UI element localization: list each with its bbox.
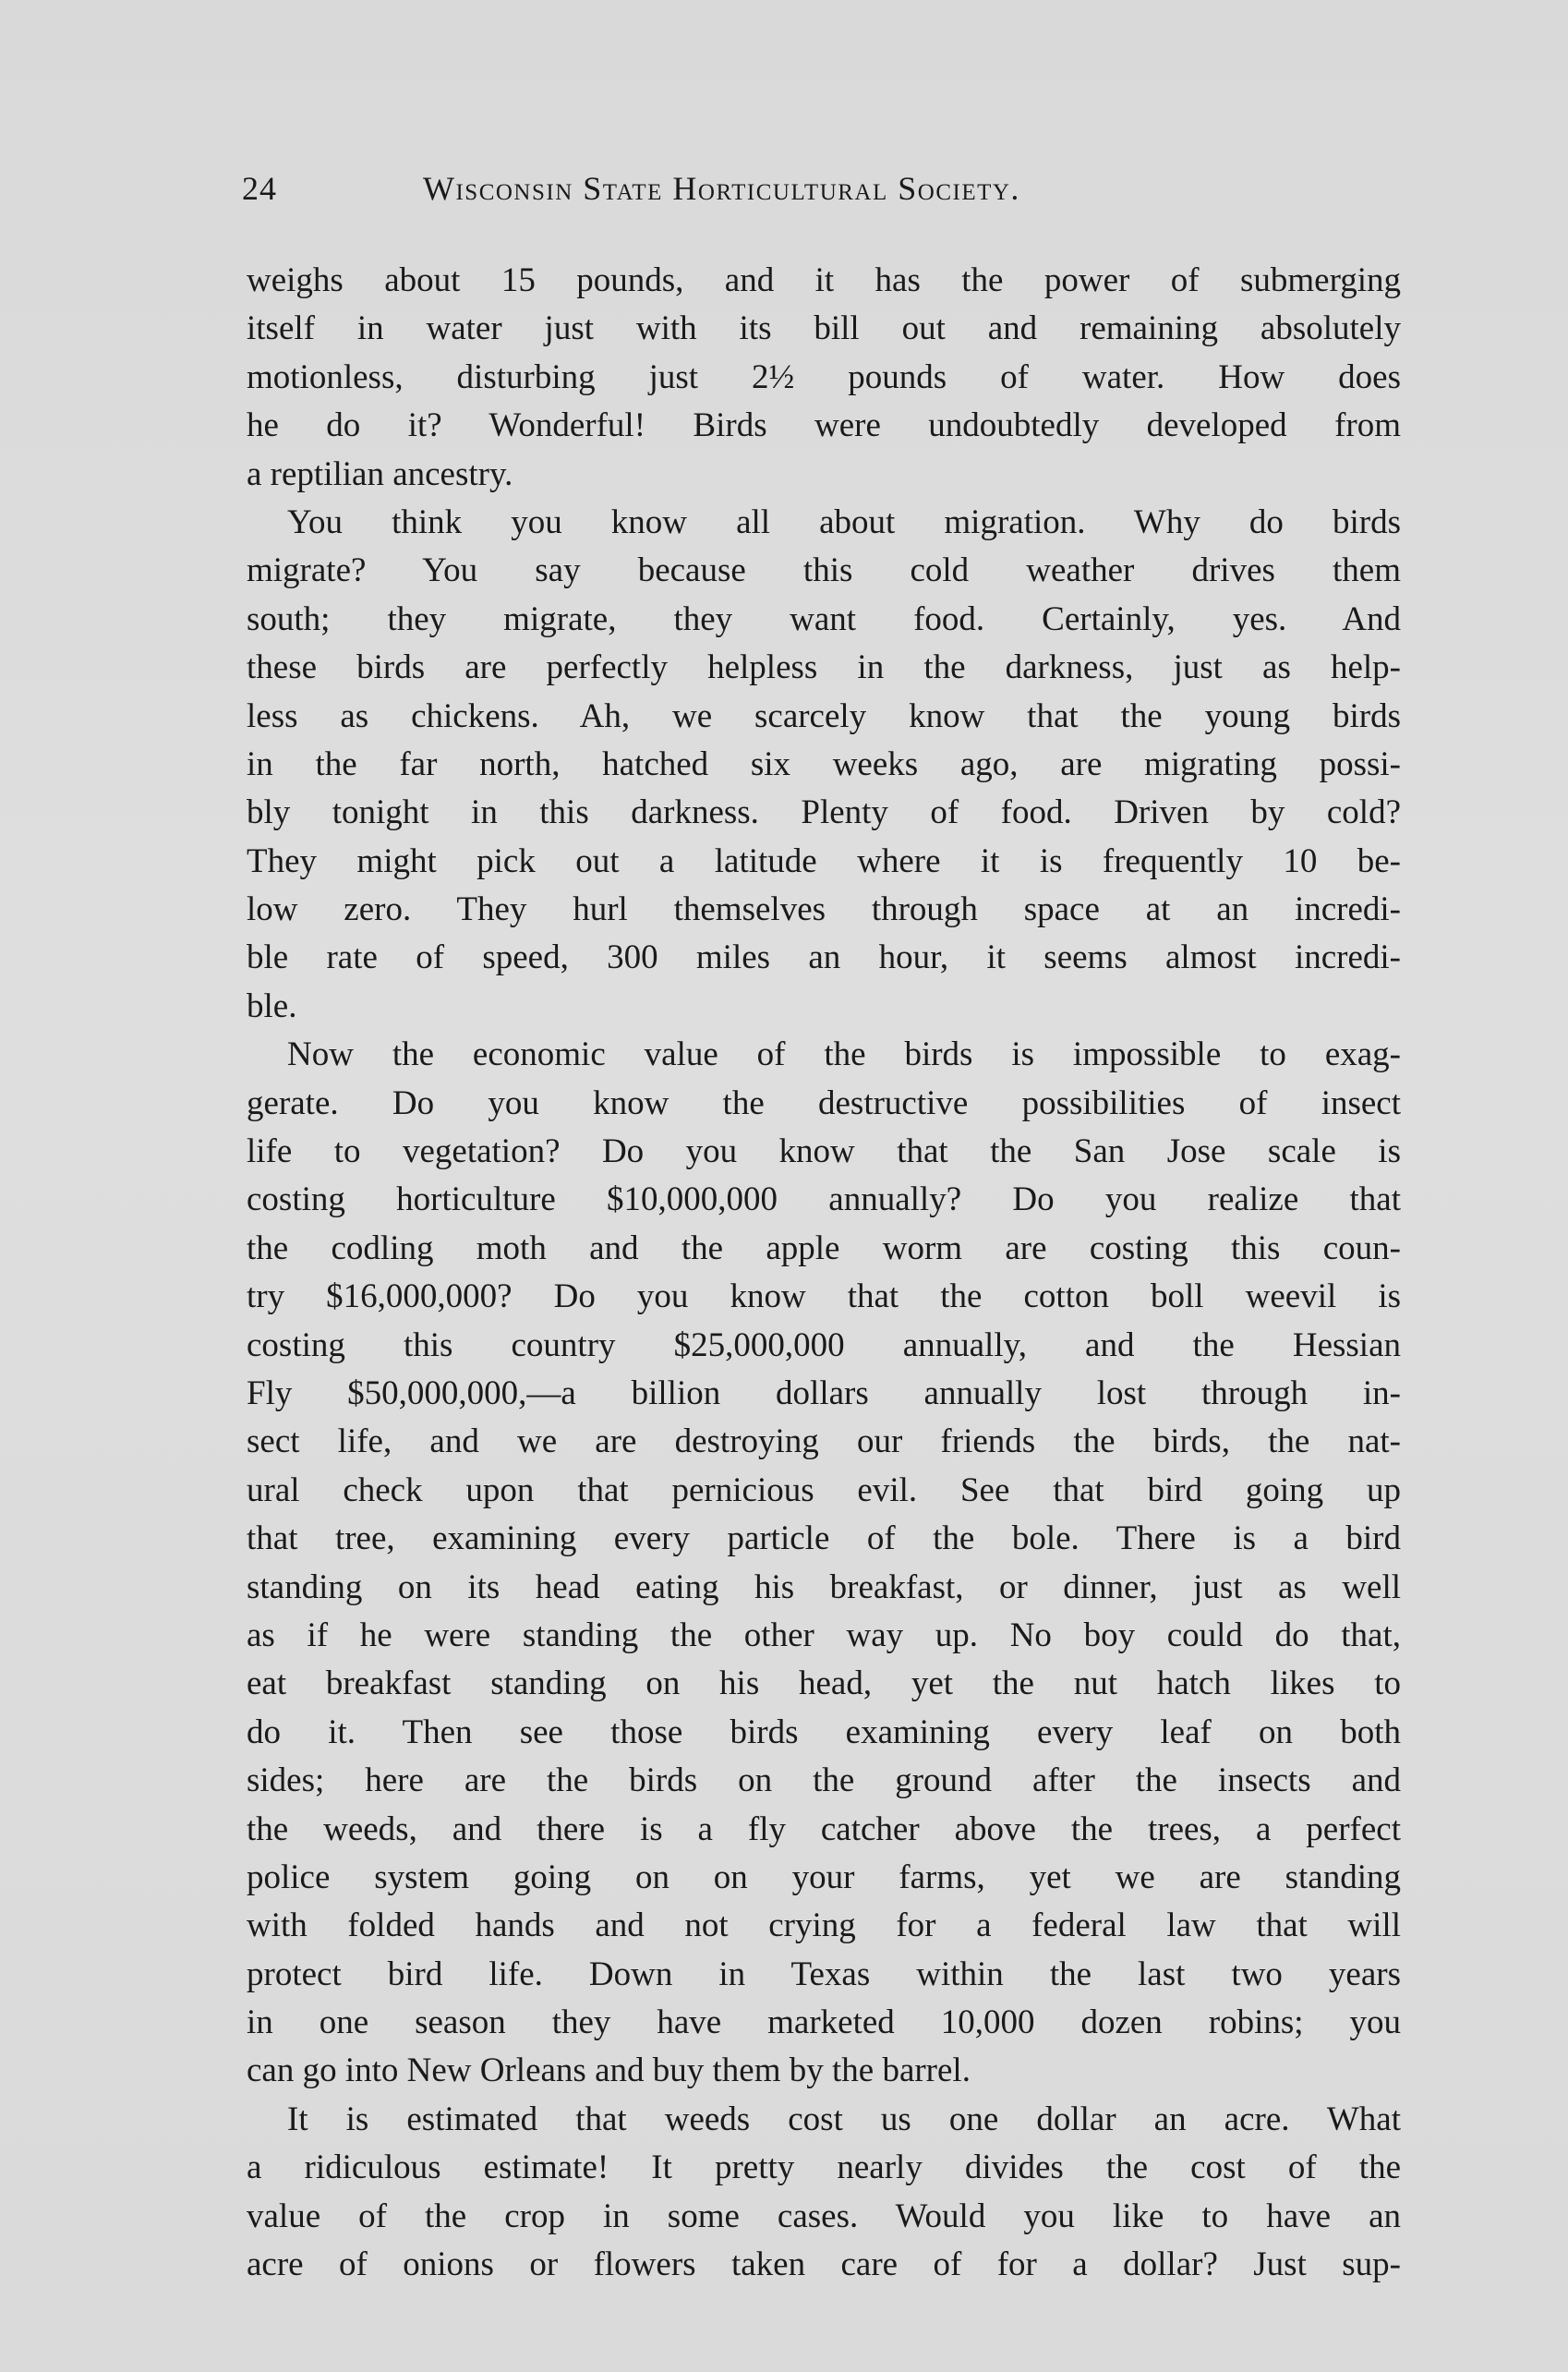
text-line: They might pick out a latitude where it is frequently 10 be- xyxy=(247,841,1401,880)
text-line: costing horticulture $10,000,000 annually? Do you realize that xyxy=(247,1180,1401,1219)
text-line: that tree, examining every particle of the bole. There is a bird xyxy=(247,1519,1401,1558)
text-line: eat breakfast standing on his head, yet the nut hatch likes to xyxy=(247,1664,1401,1703)
text-line: in one season they have marketed 10,000 dozen robins; you xyxy=(247,2003,1401,2042)
text-line: ural check upon that pernicious evil. See that bird going up xyxy=(247,1470,1401,1509)
running-title: Wisconsin State Horticultural Society. xyxy=(423,170,1020,207)
paragraph-3 xyxy=(247,1031,1401,2096)
text-line: the weeds, and there is a fly catcher above the trees, a perfect xyxy=(247,1809,1401,1848)
text-line: he do it? Wonderful! Birds were undoubtedly developed from xyxy=(247,406,1401,445)
text-line: a reptilian ancestry. xyxy=(247,454,513,493)
text-line: police system going on on your farms, yet we are standing xyxy=(247,1858,1401,1896)
text-line: bly tonight in this darkness. Plenty of food. Driven by cold? xyxy=(247,793,1401,832)
text-line: ble. xyxy=(247,986,297,1025)
running-head xyxy=(242,169,1396,215)
text-line: weighs about 15 pounds, and it has the power of submerging xyxy=(247,261,1401,299)
text-line: less as chickens. Ah, we scarcely know that the young birds xyxy=(247,696,1401,735)
text-line: Fly $50,000,000,—a billion dollars annually lost through in- xyxy=(247,1374,1401,1412)
paragraph-1 xyxy=(247,257,1401,499)
text-line: costing this country $25,000,000 annually, and the Hessian xyxy=(247,1325,1401,1364)
text-line: life to vegetation? Do you know that the San Jose scale is xyxy=(247,1132,1401,1171)
text-line: Now the economic value of the birds is impossible to exag- xyxy=(287,1035,1401,1074)
text-line: do it. Then see those birds examining every leaf on both xyxy=(247,1712,1401,1751)
text-line: with folded hands and not crying for a federal law that will xyxy=(247,1906,1401,1945)
text-line: migrate? You say because this cold weather drives them xyxy=(247,551,1401,590)
text-line: the codling moth and the apple worm are costing this coun- xyxy=(247,1228,1401,1267)
text-line: can go into New Orleans and buy them by the barrel. xyxy=(247,2051,971,2090)
text-line: gerate. Do you know the destructive possibilities of insect xyxy=(247,1083,1401,1122)
body-text xyxy=(247,257,1401,2289)
text-line: It is estimated that weeds cost us one dollar an acre. What xyxy=(287,2100,1401,2138)
text-line: value of the crop in some cases. Would you like to have an xyxy=(247,2197,1401,2235)
text-line: itself in water just with its bill out and remaining absolutely xyxy=(247,309,1401,348)
text-line: a ridiculous estimate! It pretty nearly divides the cost of the xyxy=(247,2148,1401,2187)
text-line: You think you know all about migration. Why do birds xyxy=(287,502,1401,541)
text-line: sides; here are the birds on the ground after the insects and xyxy=(247,1761,1401,1800)
paragraph-2 xyxy=(247,499,1401,1031)
text-line: ble rate of speed, 300 miles an hour, it seems almost incredi- xyxy=(247,938,1401,977)
text-line: as if he were standing the other way up. No boy could do that, xyxy=(247,1616,1401,1654)
text-line: in the far north, hatched six weeks ago, are migrating possi- xyxy=(247,744,1401,783)
text-line: low zero. They hurl themselves through space at an incredi- xyxy=(247,890,1401,929)
text-line: sect life, and we are destroying our friends the birds, the nat- xyxy=(247,1422,1401,1461)
text-line: standing on its head eating his breakfast, or dinner, just as well xyxy=(247,1567,1401,1606)
text-line: acre of onions or flowers taken care of for a dollar? Just sup- xyxy=(247,2245,1401,2284)
paragraph-4 xyxy=(247,2096,1401,2290)
text-line: south; they migrate, they want food. Certainly, yes. And xyxy=(247,599,1401,638)
text-line: try $16,000,000? Do you know that the cotton boll weevil is xyxy=(247,1277,1401,1316)
text-line: protect bird life. Down in Texas within the last two years xyxy=(247,1954,1401,1993)
text-line: motionless, disturbing just 2½ pounds of water. How does xyxy=(247,357,1401,396)
text-line: these birds are perfectly helpless in the darkness, just as help- xyxy=(247,648,1401,687)
page-number: 24 xyxy=(242,170,277,207)
